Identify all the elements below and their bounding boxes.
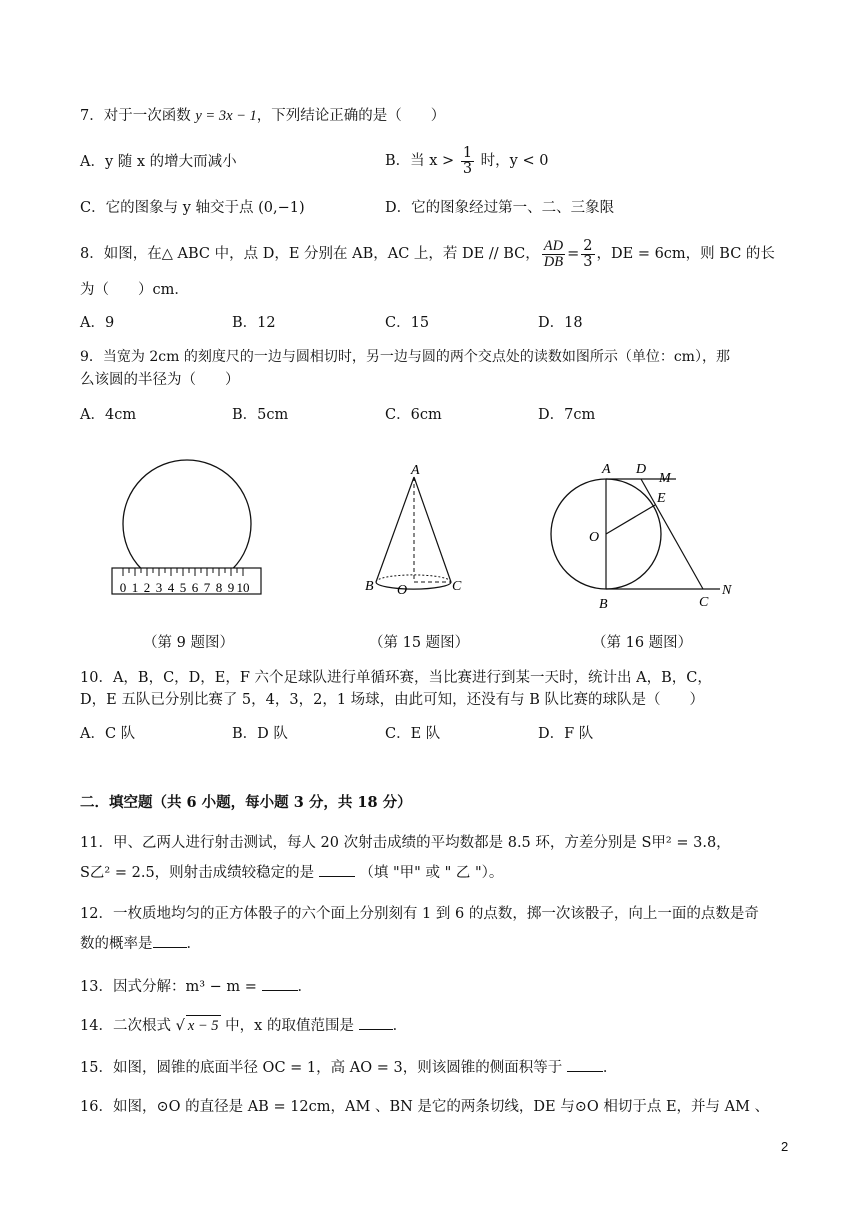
fig15-label-o: O <box>397 583 408 598</box>
ruler-digit: 4 <box>167 580 175 595</box>
q10-option-c: C．E 队 <box>385 726 441 742</box>
q14-text: 14．二次根式 <box>80 1018 176 1034</box>
fig16-label-c: C <box>699 595 709 610</box>
ruler-digit: 1 <box>131 580 139 595</box>
ruler-digit: 0 <box>119 580 127 595</box>
q8-stem-line2: 为（ ）cm． <box>80 282 189 298</box>
q9-option-a: A．4cm <box>80 407 137 423</box>
fig16-label-e: E <box>657 491 666 506</box>
q9-option-c: C．6cm <box>385 407 442 423</box>
q15-text: 15．如图，圆锥的底面半径 OC = 1，高 AO = 3，则该圆锥的侧面积等于 <box>80 1060 563 1076</box>
fig9-caption: （第 9 题图） <box>143 635 234 651</box>
q12-line2-text: 数的概率是 <box>80 936 153 952</box>
ruler-digit: 5 <box>179 580 187 595</box>
ruler-digit: 7 <box>203 580 211 595</box>
q7-option-c: C．它的图象与 y 轴交于点 (0,−1) <box>80 200 305 216</box>
q7-formula: y = 3x − 1 <box>195 108 257 124</box>
q7-option-b-text: B．当 x > <box>385 153 455 169</box>
figure-15 <box>365 463 462 598</box>
q15-line <box>80 1057 617 1078</box>
q9-option-b: B．5cm <box>232 407 289 423</box>
q14-radicand: x − 5 <box>186 1015 221 1036</box>
q7-option-b-fraction <box>461 146 474 177</box>
fig15-label-b: B <box>365 579 374 594</box>
fig15-label-a: A <box>411 463 420 478</box>
q11-line1: 11．甲、乙两人进行射击测试，每人 20 次射击成绩的平均数都是 8.5 环，方差分别是 S甲² = 3.8， <box>80 835 731 851</box>
equals-sign: = <box>567 246 580 262</box>
section-2-title: 二．填空题（共 6 小题，每小题 3 分，共 18 分） <box>80 794 412 811</box>
q10-stem-line1: 10．A，B，C，D，E，F 六个足球队进行单循环赛，当比赛进行到某一天时，统计出 A，B，C， <box>80 670 712 686</box>
ruler-digit: 3 <box>155 580 163 595</box>
fig15-caption: （第 15 题图） <box>369 635 470 651</box>
q7-stem-tail: ，下列结论正确的是（ ） <box>256 108 446 124</box>
figure-9 <box>112 460 261 638</box>
figures-row <box>0 455 868 655</box>
q7-stem-text: 7．对于一次函数 <box>80 108 196 124</box>
fig15-slant-right <box>414 477 451 582</box>
fraction-denominator: 3 <box>462 160 473 177</box>
fig16-caption: （第 16 题图） <box>592 635 693 651</box>
q14-line: 14．二次根式 √ x − 5 中，x 的取值范围是 ． <box>80 1015 407 1036</box>
q13-tail: ． <box>297 979 312 995</box>
fig15-base-front <box>376 582 451 589</box>
fraction-numerator: 1 <box>462 144 473 161</box>
q10-option-a: A．C 队 <box>80 726 136 742</box>
q14-answer-blank[interactable] <box>359 1015 393 1030</box>
q7-option-d: D．它的图象经过第一、二、三象限 <box>385 200 615 216</box>
q9-stem-line1: 9．当宽为 2cm 的刻度尺的一边与圆相切时，另一边与圆的两个交点处的读数如图所示（单位：cm），那 <box>80 349 730 365</box>
q11-line2-text: S乙² = 2.5，则射击成绩较稳定的是 <box>80 865 315 881</box>
q8-option-c: C．15 <box>385 315 430 331</box>
q11-answer-blank[interactable] <box>319 862 355 877</box>
fig16-tangent-dc <box>641 479 703 589</box>
q10-stem-line2: D，E 五队已分别比赛了 5，4，3，2，1 场球，由此可知，还没有与 B 队比赛的球队是（ ） <box>80 692 705 708</box>
q8-option-a: A．9 <box>80 315 115 331</box>
fig16-label-b: B <box>599 597 608 612</box>
q13-answer-blank[interactable] <box>262 976 298 991</box>
fig16-label-o: O <box>589 530 600 545</box>
fig16-label-d: D <box>636 462 647 477</box>
q8-stem-text: 8．如图，在△ ABC 中，点 D，E 分别在 AB，AC 上，若 DE // BC， <box>80 246 540 262</box>
fraction-denominator: 3 <box>583 253 593 270</box>
q9-option-d: D．7cm <box>538 407 596 423</box>
fig16-label-m: M <box>659 471 671 486</box>
q10-option-d: D．F 队 <box>538 726 594 742</box>
q8-option-b: B．12 <box>232 315 276 331</box>
q7-stem <box>80 106 445 126</box>
q8-option-d: D．18 <box>538 315 583 331</box>
q11-line2 <box>80 862 503 883</box>
figure-16 <box>551 462 732 612</box>
ruler-digit: 2 <box>143 580 151 595</box>
q8-stem <box>80 236 775 272</box>
ruler-digit: 10 <box>236 580 250 595</box>
q14-text-mid: 中，x 的取值范围是 <box>220 1018 354 1034</box>
q9-stem-line2: 么该圆的半径为（ ） <box>80 372 240 388</box>
ruler-digit: 9 <box>227 580 235 595</box>
q12-line1: 12．一枚质地均匀的正方体骰子的六个面上分别刻有 1 到 6 的点数，掷一次该骰子，向上一面的点数是奇 <box>80 906 759 922</box>
fraction-numerator: AD <box>543 237 564 254</box>
q7-option-a: A．y 随 x 的增大而减小 <box>80 154 237 170</box>
q7-option-b <box>385 144 548 178</box>
ruler-digit: 6 <box>191 580 199 595</box>
ruler-digit: 8 <box>215 580 223 595</box>
q12-line2 <box>80 933 201 954</box>
q15-tail: ． <box>602 1060 618 1076</box>
fraction-numerator: 2 <box>583 237 593 254</box>
fig16-label-a: A <box>602 462 611 477</box>
q15-answer-blank[interactable] <box>567 1057 603 1072</box>
q13-text: 13．因式分解：m³ − m = <box>80 979 257 995</box>
fig16-radius-oe <box>606 505 655 534</box>
fig15-label-c: C <box>452 579 462 594</box>
q13-line <box>80 976 312 997</box>
q12-answer-blank[interactable] <box>153 933 187 948</box>
q8-value-fraction <box>581 239 594 270</box>
fraction-denominator: DB <box>543 253 564 270</box>
q8-ratio-fraction <box>542 239 565 270</box>
q14-tail: ． <box>392 1018 408 1034</box>
q12-line2-tail: ． <box>186 936 201 952</box>
fig16-label-n: N <box>722 583 732 598</box>
q7-option-b-tail: 时，y < 0 <box>476 153 549 169</box>
q16-line1: 16．如图，⊙O 的直径是 AB = 12cm，AM 、BN 是它的两条切线，DE 与⊙O 相切于点 E，并与 AM 、 <box>80 1099 770 1115</box>
page-number: 2 <box>781 1139 789 1154</box>
q8-stem-tail: ，DE = 6cm，则 BC 的长 <box>596 246 775 262</box>
q11-line2-tail: （填 "甲" 或 " 乙 "）。 <box>359 865 504 881</box>
q10-option-b: B．D 队 <box>232 726 288 742</box>
fig15-slant-left <box>376 477 414 582</box>
